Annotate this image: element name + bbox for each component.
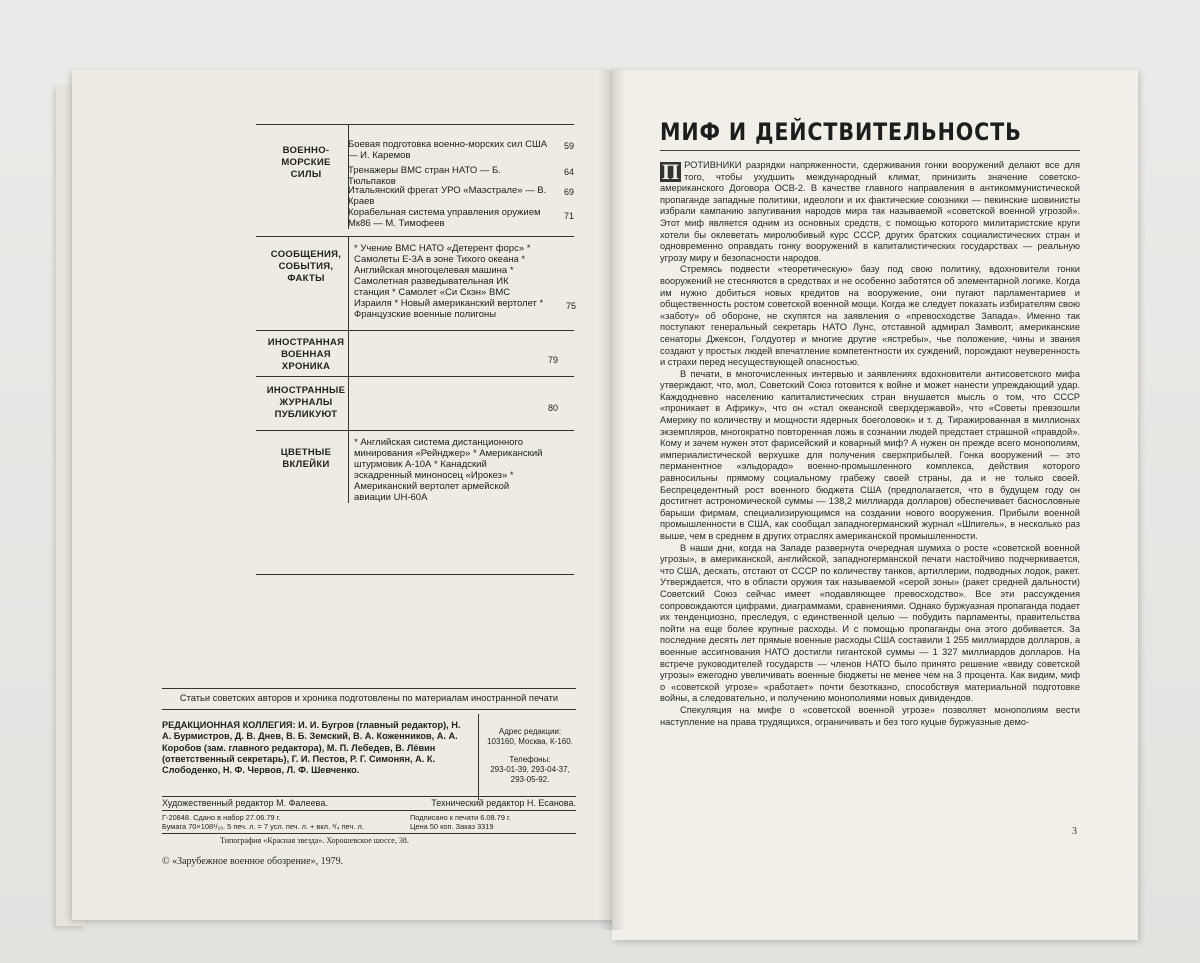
paragraph-text: РОТИВНИКИ разрядки напряженности, сдерживания гонки вооружений делают все для того, чтобы ухудшить международный климат, принизить значение советско-американского Договора ОСВ-2. В качестве главного направления в антикоммунистической пропаганде западные политики, идеологи и их фактические союзники — пекинские шовинисты избрали кампанию запугивания народов мира так называемой «советской военной угрозой». Этот миф является одним из основных средств, с помощью которого милитаристские круги хотели бы оклеветать миролюбивый курс СССР, других братских социалистических стран и одновременно оправдать гонку вооружений в капиталистических государствах — реальную угрозу миру и безопасности народов.: [660, 160, 1080, 263]
toc-item-text: Тренажеры ВМС стран НАТО — Б. Тюльпаков: [348, 165, 501, 187]
address-label: Адрес редакции:: [498, 727, 562, 736]
imprint-rule: [162, 796, 576, 797]
toc-block-journals: [256, 376, 574, 431]
toc-item-page: 71: [563, 211, 574, 221]
toc-block-color-plates: [256, 430, 574, 503]
imprint-divider: [478, 714, 479, 800]
printer-info: Типография «Красная звезда». Хорошевское шоссе, 38.: [220, 836, 409, 845]
article-paragraph: Стремясь подвести «теоретическую» базу под свою политику, вдохновители гонки вооружений не стесняются в средствах и не особенно заботятся об элементарной логике. Когда им нужно добиться новых кредитов на вооружение, они пугают парламентариев и общественность ростом советской военной мощи. Когда же следует показать избирателям свою «заботу» об обороне, не скупятся на заявления о «превосходстве Запада». Именно так поступают генеральный секретарь НАТО Лунс, отставной адмирал Замволт, американские сенаторы Джексон, Голдуотер и многие другие «ястребы», чье положение, чины и звания создают у простых людей впечатление компетентности их суждений, порождают неуверенность и страхи перед несуществующей опасностью.: [660, 264, 1080, 368]
toc-item-text: Корабельная система управления оружием Мк86 — М. Тимофеев: [348, 207, 541, 229]
toc-item[interactable]: [354, 243, 576, 320]
toc-bottom-rule: [256, 574, 574, 575]
imprint-rule: [162, 833, 576, 834]
toc-section-title: ИНОСТРАННАЯ ВОЕННАЯ ХРОНИКА: [267, 337, 345, 372]
article-title: МИФ И ДЕЙСТВИТЕЛЬНОСТЬ: [660, 118, 1022, 146]
toc-item-page: 69: [563, 187, 574, 197]
title-rule: [660, 150, 1080, 151]
article-paragraph: [660, 160, 1080, 264]
print-details-left: Г-20848. Сдано в набор 27.06.79 г. Бумага 70×108¹/₁₆. 5 печ. л. = 7 усл. печ. л. + вкл. ³/₄ печ. л.: [162, 813, 364, 831]
imprint-rule: [162, 810, 576, 811]
art-editor: Художественный редактор М. Фалеева.: [162, 798, 328, 808]
toc-section-title: ЦВЕТНЫЕ ВКЛЕЙКИ: [280, 447, 332, 470]
phones-text: 293-01-39, 293-04-37, 293-05-92.: [490, 765, 570, 784]
toc-item-page: 75: [565, 301, 576, 311]
address-block: [484, 727, 576, 785]
toc-section-title: СООБЩЕНИЯ, СОБЫТИЯ, ФАКТЫ: [270, 249, 342, 284]
address-text: 103160, Москва, К-160.: [487, 737, 573, 746]
toc-section-title: ИНОСТРАННЫЕ ЖУРНАЛЫ ПУБЛИКУЮТ: [266, 385, 346, 420]
toc-items: [354, 243, 576, 320]
toc-item[interactable]: [348, 207, 574, 229]
toc-items: [354, 437, 544, 503]
article-body: [660, 160, 1080, 728]
toc-item-page[interactable]: 80: [547, 403, 558, 413]
article-paragraph: В наши дни, когда на Западе развернута очередная шумиха о росте «советской военной угрозы», в американской, английской, западногерманской печати настойчиво подчеркивается, что США, дескать, отстают от СССР по количеству танков, артиллерии, подводных лодок, ракет. Утверждается, что в области оружия так называемой «серой зоны» (ракет средней дальности) Советский Союз сейчас имеет «подавляющее превосходство». Все эти рассуждения сопровождаются цифрами, диаграммами, сравнениями. Однако буржуазная пропаганда подает их тенденциозно, преследуя, с единственной целью — побудить парламенты, правительства пойти на еще более крупные расходы. И с помощью пропаганды она этого добивается. За последние десять лет прямые военные расходы США составили 1 255 миллиардов долларов, а военные ассигнования НАТО достигли гигантской суммы — 1 327 миллиардов долларов. На встрече руководителей государств — членов НАТО было принято решение «ввиду советской угрозы» ежегодно увеличивать военные бюджеты не менее чем на 3 процента. Как видим, миф о «советской угрозе» «работает» почти безотказно, способствуя материальной подготовке войны, а следовательно, и получению монополиями новых дивидендов.: [660, 542, 1080, 704]
page-number: 3: [1072, 826, 1077, 837]
toc-block-news: [256, 236, 574, 331]
imprint-rule: [162, 709, 576, 710]
toc-items: [348, 139, 574, 229]
phones-label: Телефоны:: [509, 755, 551, 764]
imprint-rule: [162, 688, 576, 689]
article-paragraph: В печати, в многочисленных интервью и заявлениях вдохновители антисоветского мифа утверждают, что, мол, Советский Союз готовится к войне и может нанести упреждающий удар. Каждодневно населению капиталистических стран внушается мысль о том, что СССР «проникает в Африку», что он «стал океанской сверхдержавой», что «Советы превзошли Америку по количеству и мощности ядерных боеголовок» и т. д. Тиражированная в миллионах экземпляров, многократно повторенная ложь в сознании людей предстает страшной «правдой». Кому и зачем нужен этот фарисейский и коварный миф? А нужен он прежде всего монополиям, империалистической верхушке для получения сверхприбылей. Гонка вооружений — это перманентное «эльдорадо» военно-промышленного комплекса, действия которого равносильны прямому социальному грабежу своей страны, да и не только своей. Беспрецедентный рост военного бюджета США (предполагается, что в будущем году он достигнет астрономической суммы — 138,2 миллиарда долларов) обеспечивает баснословные барыши фирмам, специализирующимся на создании нового вооружения. Прибыли военной промышленности в США, как сообщал западногерманский журнал «Шпигель», в несколько раз выше, чем в среднем в других отраслях американской промышленности.: [660, 368, 1080, 541]
drop-cap: П: [662, 159, 680, 184]
materials-note: Статьи советских авторов и хроника подготовлены по материалам иностранной печати: [179, 693, 559, 703]
toc-item-text: Боевая подготовка военно-морских сил США — И. Каремов: [348, 139, 548, 161]
toc-item-page[interactable]: 79: [547, 355, 558, 365]
editorial-board: РЕДАКЦИОННАЯ КОЛЛЕГИЯ: И. И. Бугров (главный редактор), Н. А. Бурмистров, Д. В. Днев, В. Б. Земский, В. А. Коженников, А. А. Коробов (зам. главного редактора), М. П. Лебедев, В. Лёвин (ответственный секретарь), Г. И. Пестов, Р. Г. Симонян, А. К. Слободенко, Н. Ф. Червов, Л. Ф. Шевченко.: [162, 720, 461, 776]
toc-item-text: * Английская система дистанционного минирования «Рейнджер» * Американский штурмовик А-10А * Канадский эскадренный миноносец «Ирокез» * Американский вертолет армейской авиации UH-60A: [354, 437, 543, 503]
toc-item-text: Итальянский фрегат УРО «Маэстрале» — В. Краев: [348, 185, 547, 207]
article-paragraph: Спекуляция на мифе о «советской военной угрозе» позволяет монополиям вести наступление на права трудящихся, ограничивать и без того куцые буржуазные демо-: [660, 704, 1080, 727]
toc-block-navy: [256, 124, 574, 229]
toc-item[interactable]: [354, 437, 544, 503]
toc-item-page: 59: [563, 141, 574, 151]
book-gutter: [598, 70, 626, 930]
toc-item[interactable]: [348, 185, 574, 207]
toc-item-page: 64: [563, 167, 574, 177]
print-details-right: Подписано к печати 6.08.79 г. Цена 50 коп. Заказ 3319: [410, 813, 511, 831]
copyright: © «Зарубежное военное обозрение», 1979.: [162, 856, 344, 867]
toc-item[interactable]: [348, 165, 574, 187]
tech-editor: Технический редактор Н. Есанова.: [431, 798, 576, 808]
toc-section-title: ВОЕННО- МОРСКИЕ СИЛЫ: [281, 145, 331, 180]
toc-item[interactable]: [348, 139, 574, 165]
toc-item-text: * Учение ВМС НАТО «Детерент форс» * Самолеты Е-3А в зоне Тихого океана * Английская многоцелевая машина * Самолетная разведывательная ИК станция * Самолет «Си Скэн» ВМС Израиля * Новый американский вертолет * Французские военные полигоны: [354, 243, 544, 320]
toc-block-chronicle: [256, 330, 574, 377]
